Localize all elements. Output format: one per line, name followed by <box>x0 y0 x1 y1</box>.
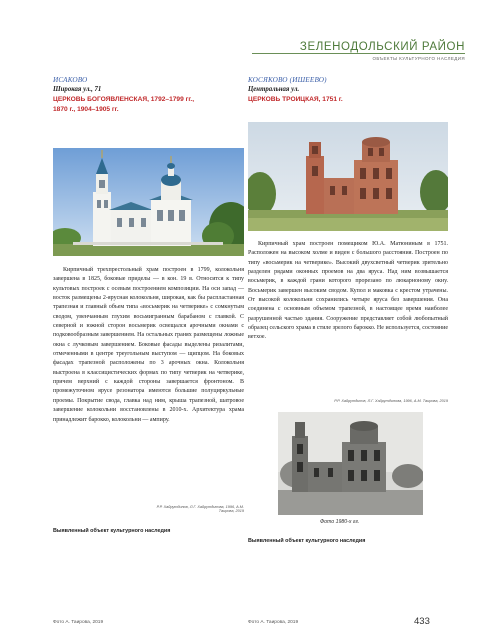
church-title: ЦЕРКОВЬ ТРОИЦКАЯ, 1751 г. <box>248 96 343 103</box>
right-body-text: Кирпичный храм построен помещиком Ю.А. Матюниным в 1751. Расположен на высоком холме и виден с большого расстояния. Построен по типу «восьмерик на четверике». Высокий двухсветный четверик зрительно разделен рядами оконных проемов на два яруса. Над ним возвышается восьмерик, в каждой грани которого прорезано по люкарноному окну. Восьмерик завершен высоким сводом. Купол и маковка с крестом утрачены. От высокой колокольни сохранились четыре яруса без завершения. Она соединена с основным объемом трапезной, в настоящее время наиболее разрушенной частью здания. Сооружение представляет собой любопытный образец сельского храма в стиле зрелого барокко. Не используется, состояние ветхое. <box>248 241 448 341</box>
left-entry-header <box>53 76 243 114</box>
archival-photo-1980s <box>278 412 423 515</box>
church-title-line1: ЦЕРКОВЬ БОГОЯВЛЕНСКАЯ, 1792–1799 гг., <box>53 96 195 103</box>
right-entry-header <box>248 76 448 105</box>
street-address: Широкая ул., 71 <box>53 86 102 93</box>
village-name: ИСАКОВО <box>53 76 88 84</box>
archival-photo-caption: Фото 1980-х гг. <box>320 519 360 525</box>
left-heritage-status: Выявленный объект культурного наследия <box>53 528 171 534</box>
left-footer-credit: Фото А. Таирова, 2019 <box>53 620 104 625</box>
page-number: 433 <box>414 616 430 627</box>
left-body-text: Кирпичный трехпрестольный храм построен в 1799, колокольня завершена в 1825, боковые приделы — в кон. 19 в. Относится к типу культовых построек с осевым построением композиции. На оси запад — восток размещены 2-ярусная колокольня, широкая, как бы распластанная трапезная и главный объем типа «восьмерик на четверике» с сомкнутым сводом, увенчанным глухим восьмигранным барабаном с главкой. С северной и южной сторон восьмерик освещался арочными окнами с подковообразным завершением. На остальных гранях размещены ложные окна с лучковым завершением. Боковые фасады выделены ризалитами, отмеченными в центре треугольным выступом — щипцом. На боковых фасадах трапезной расположены по 3 арочных окна. Колокольня выстроена в классицистических формах по типу четверик на четверике, причем верхний с каждой стороны завершается фронтоном. В промежуточном ярусе резонатора имеются большие полуциркульные проемы. Покрытие свода, главка над ним, крыша трапезной, шатровое завершение колокольни восстановлены в 2010-х. Архитектура храма принадлежит барокко, колокольни — ампиру. <box>53 267 244 423</box>
left-photo-credit: Р.Р. Хайрутдинов, Л.Г. Хайрутдинова, 1996, А.М. Таирова, 2019 <box>156 505 244 513</box>
village-name-alt: (ИШЕЕВО) <box>289 76 327 84</box>
church-photo-isakovo <box>53 148 244 256</box>
village-name-main: КОСЯКОВО <box>248 76 288 84</box>
church-title <box>53 95 243 114</box>
village-name <box>248 76 448 84</box>
right-heritage-status: Выявленный объект культурного наследия <box>248 538 366 544</box>
street-address: Центральная ул. <box>248 86 300 93</box>
right-photo-credit: Р.Р. Хайрутдинов, Л.Г. Хайрутдинова, 1996, А.М. Таирова, 2019 <box>334 399 448 403</box>
header-divider <box>252 53 465 54</box>
region-subtitle: ОБЪЕКТЫ КУЛЬТУРНОГО НАСЛЕДИЯ <box>372 56 465 61</box>
church-title-line2: 1870 г., 1904–1905 гг. <box>53 105 119 113</box>
church-photo-kosyakovo <box>248 122 448 231</box>
right-footer-credit: Фото А. Таирова, 2019 <box>248 620 299 625</box>
region-title: ЗЕЛЕНОДОЛЬСКИЙ РАЙОН <box>299 41 465 53</box>
